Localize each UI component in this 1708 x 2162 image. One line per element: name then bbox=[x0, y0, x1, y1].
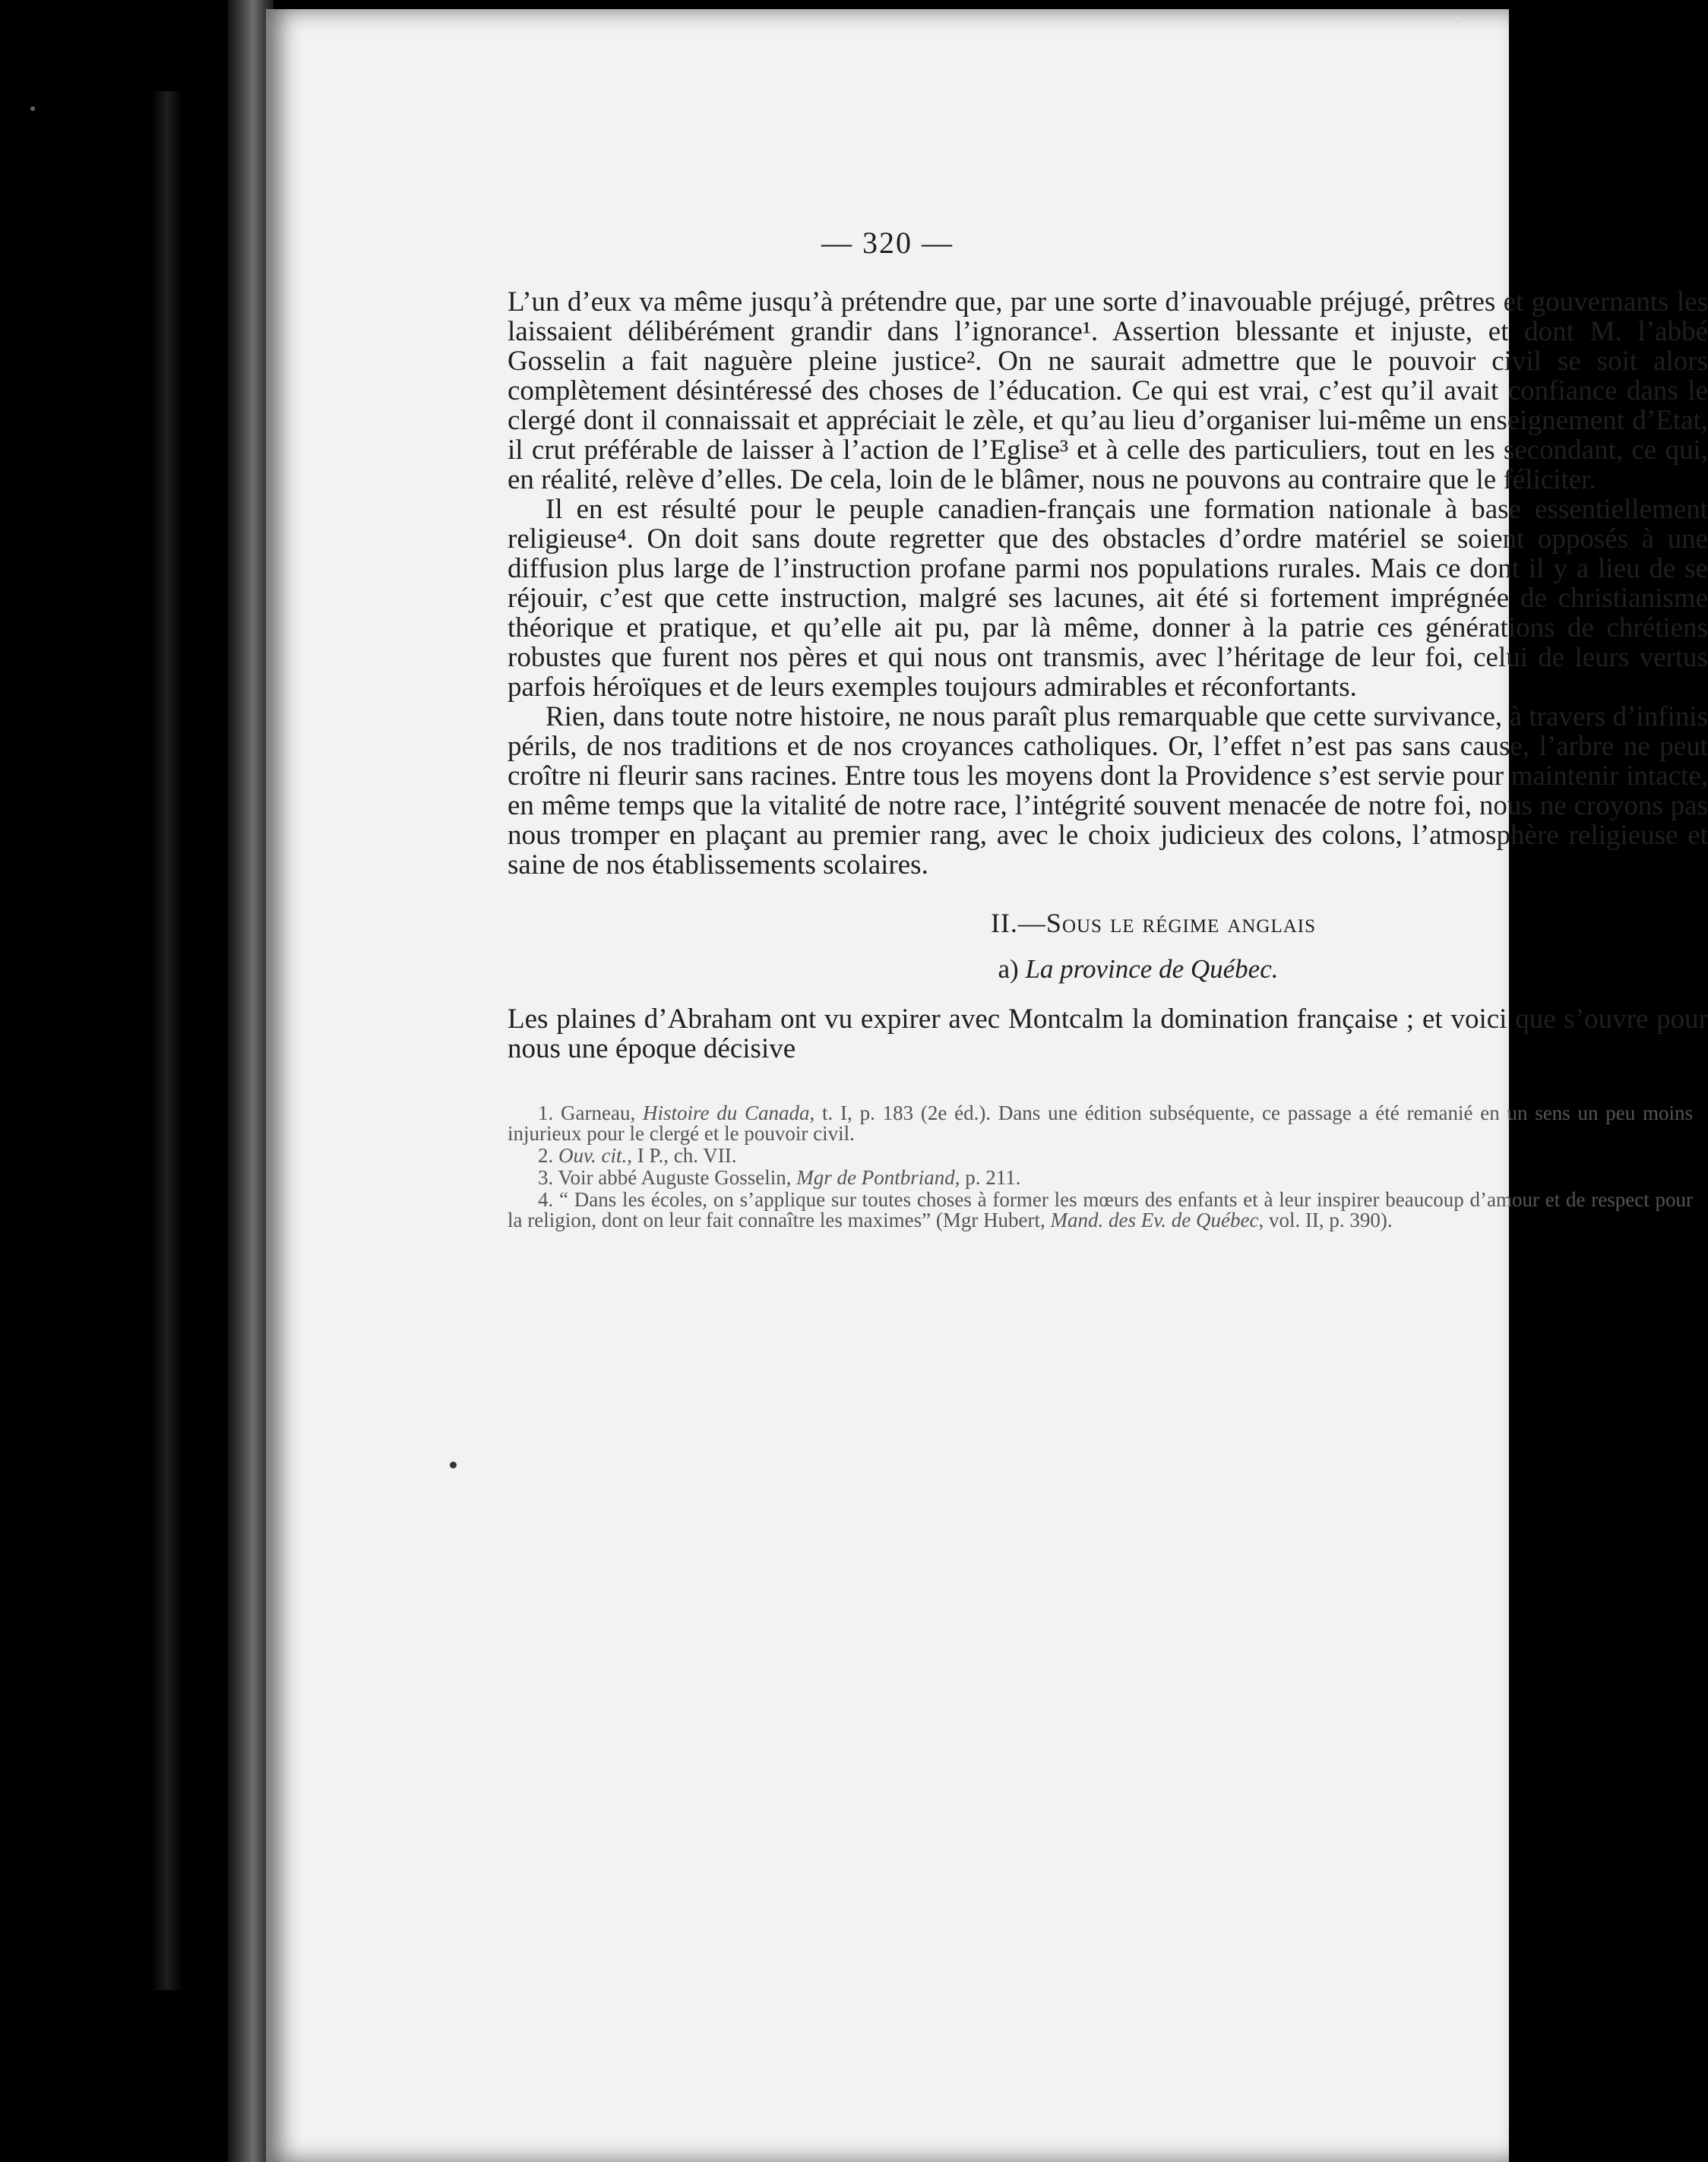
subsection-heading bbox=[508, 954, 1708, 985]
paragraph-3: Rien, dans toute notre histoire, ne nous paraît plus remarquable que cette survivance, à travers d’infinis périls, de nos traditions et de nos croyances catholiques. Or, l’effet n’est pas sans cause, l’arbre ne peut croître ni fleurir sans racines. Entre tous les moyens dont la Providence s’est servie pour maintenir intacte, en même temps que la vitalité de notre race, l’intégrité souvent menacée de notre foi, nous ne croyons pas nous tromper en plaçant au premier rang, avec le choix judicieux des colons, l’atmosphère religieuse et saine de nos établissements scolaires. bbox=[508, 701, 1708, 880]
footnote-1: 1. Garneau, Histoire du Canada, t. I, p. 183 (2e éd.). Dans une édition subséquente, ce passage a été remanié en un sens un peu moins injurieux pour le clergé et le pouvoir civil. bbox=[508, 1102, 1694, 1145]
closing-paragraph: Les plaines d’Abraham ont vu expirer avec Montcalm la domination française ; et voici que s’ouvre pour nous une époque décisive bbox=[508, 1004, 1708, 1064]
scan-speck bbox=[30, 106, 35, 111]
book-page bbox=[266, 9, 1708, 2162]
scan-speck bbox=[450, 1462, 457, 1468]
paragraph-2: Il en est résulté pour le peuple canadien-français une formation nationale à base essentiellement religieuse⁴. On doit sans doute regretter que des obstacles d’ordre matériel se soient opposés à une diffusion plus large de l’instruction profane parmi nos populations rurales. Mais ce dont il y a lieu de se réjouir, c’est que cette instruction, malgré ses lacunes, ait été si fortement imprégnée de christianisme théorique et pratique, et qu’elle ait pu, par là même, donner à la patrie ces générations de chrétiens robustes que furent nos pères et qui nous ont transmis, avec l’héritage de leur foi, celui de leurs vertus parfois héroïques et de leurs exemples toujours admirables et réconfortants. bbox=[508, 494, 1708, 703]
section-numeral: II.— bbox=[990, 908, 1046, 938]
footnotes bbox=[508, 1103, 1693, 1231]
scan-speck bbox=[1456, 17, 1462, 23]
page-body bbox=[508, 287, 1708, 1232]
section-title: Sous le régime anglais bbox=[1045, 908, 1317, 938]
footnote-2: 2. Ouv. cit., I P., ch. VII. bbox=[538, 1144, 737, 1167]
section-heading bbox=[508, 907, 1708, 939]
page-number: — 320 — bbox=[821, 226, 954, 260]
footnote-3: 3. Voir abbé Auguste Gosselin, Mgr de Pontbriand, p. 211. bbox=[538, 1166, 1021, 1189]
paragraph-1: L’un d’eux va même jusqu’à prétendre que, par une sorte d’inavouable préjugé, prêtres et gouvernants les laissaient délibérément grandir dans l’ignorance¹. Assertion blessante et injuste, et dont M. l’abbé Gosselin a fait naguère pleine justice². On ne saurait admettre que le pouvoir civil se soit alors complètement désintéressé des choses de l’éducation. Ce qui est vrai, c’est qu’il avait confiance dans le clergé dont il connaissait et appréciait le zèle, et qu’au lieu d’organiser lui-même un enseignement d’Etat, il crut préférable de laisser à l’action de l’Eglise³ et à celle des particuliers, tout en les secondant, ce qui, en réalité, relève d’elles. De cela, loin de le blâmer, nous ne pouvons au contraire que le féliciter. bbox=[508, 286, 1708, 495]
footnote-4: 4. “ Dans les écoles, on s’applique sur toutes choses à former les mœurs des enfants et à leur inspirer beaucoup d’amour et de respect pour la religion, dont on leur fait connaître les maximes” (Mgr Hubert, Mand. des Ev. de Québec, vol. II, p. 390). bbox=[508, 1188, 1693, 1231]
subsection-letter: a) bbox=[998, 954, 1019, 984]
subsection-title: La province de Québec. bbox=[1025, 954, 1279, 984]
book-edge-shadow bbox=[152, 91, 182, 1990]
